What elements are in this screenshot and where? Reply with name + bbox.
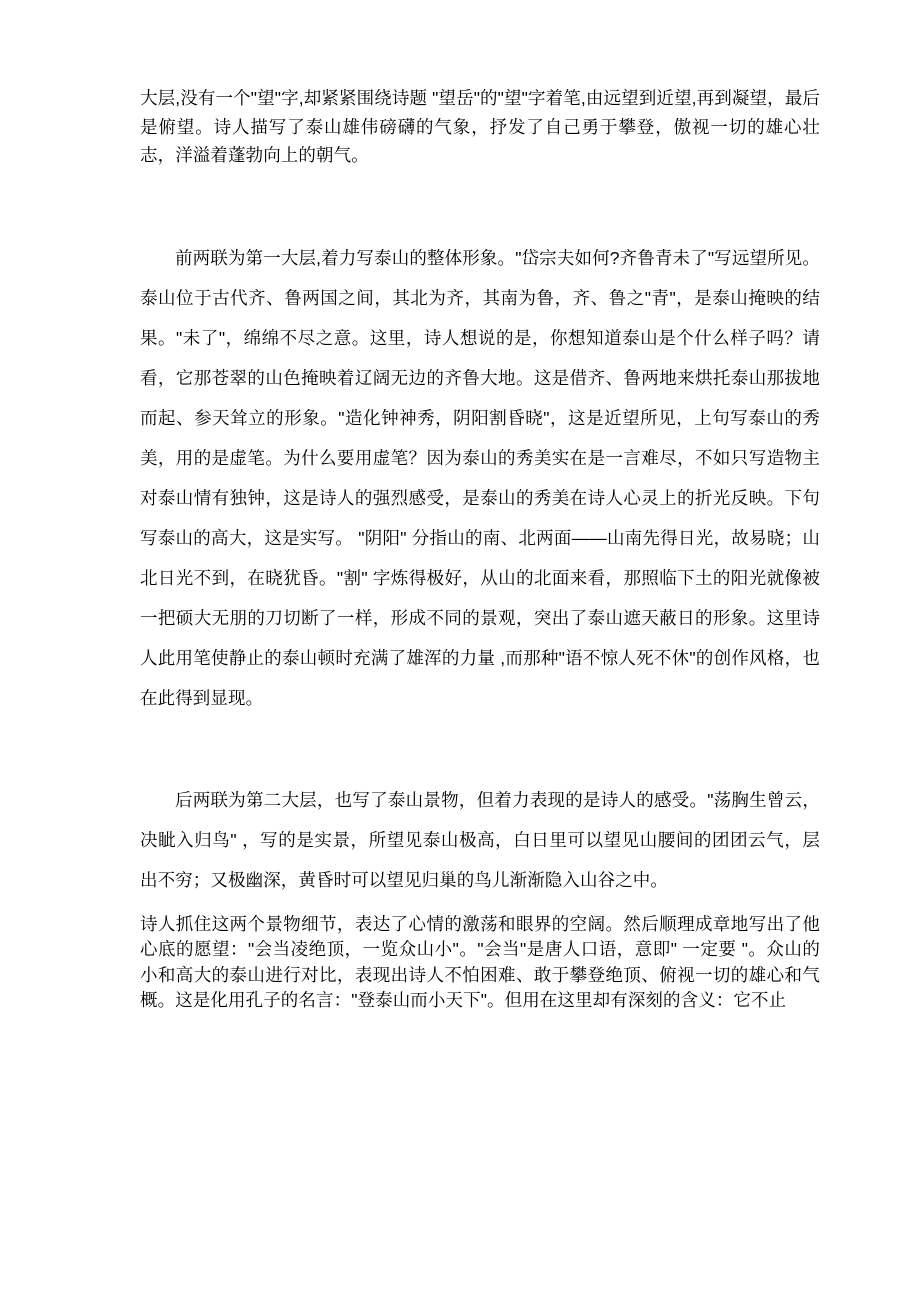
paragraph-3: 后两联为第二大层，也写了泰山景物，但着力表现的是诗人的感受。"荡胸生曾云，决眦入归鸟" ，写的是实景，所望见泰山极高，白日里可以望见山腰间的团团云气，层出不穷；又极幽深，黄昏时可以望见归巢的鸟儿渐渐隐入山谷之中。 [140,789,820,890]
paragraph-4: 诗人抓住这两个景物细节，表达了心情的激荡和眼界的空阔。然后顺理成章地写出了他心底的愿望："会当凌绝顶，一览众山小"。"会当"是唐人口语，意即" 一定要 "。众山的小和高大的泰山进行对比，表现出诗人不怕困难、敢于攀登绝顶、俯视一切的雄心和气概。这是化用孔子的名言："登泰山而小天下"。但用在这里却有深刻的含义：它不止 [140,913,820,1010]
paragraph-2: 前两联为第一大层,着力写泰山的整体形象。"岱宗夫如何?齐鲁青未了"写远望所见。泰山位于古代齐、鲁两国之间，其北为齐，其南为鲁，齐、鲁之"青"，是泰山掩映的结果。"未了"，绵绵不尽之意。这里，诗人想说的是，你想知道泰山是个什么样子吗？请看，它那苍翠的山色掩映着辽阔无边的齐鲁大地。这是借齐、鲁两地来烘托泰山那拔地而起、参天耸立的形象。"造化钟神秀，阴阳割昏晓"，这是近望所见，上句写泰山的秀美，用的是虚笔。为什么要用虚笔？因为泰山的秀美实在是一言难尽，不如只写造物主对泰山情有独钟，这是诗人的强烈感受，是泰山的秀美在诗人心灵上的折光反映。下句写泰山的高大，这是实写。 "阴阳" 分指山的南、北两面——山南先得日光，故易晓；山北日光不到，在晓犹昏。"割" 字炼得极好，从山的北面来看，那照临下土的阳光就像被一把硕大无朋的刀切断了一样，形成不同的景观，突出了泰山遮天蔽日的形象。这里诗人此用笔使静止的泰山顿时充满了雄浑的力量 ,而那种"语不惊人死不休"的创作风格，也在此得到显现。 [140,247,820,708]
paragraph-1: 大层,没有一个"望"字,却紧紧围绕诗题 "望岳"的"望"字着笔,由远望到近望,再到凝望，最后是俯望。诗人描写了泰山雄伟磅礴的气象，抒发了自己勇于攀登，傲视一切的雄心壮志，洋溢着蓬勃向上的朝气。 [140,88,820,165]
document-body [140,0,820,1014]
